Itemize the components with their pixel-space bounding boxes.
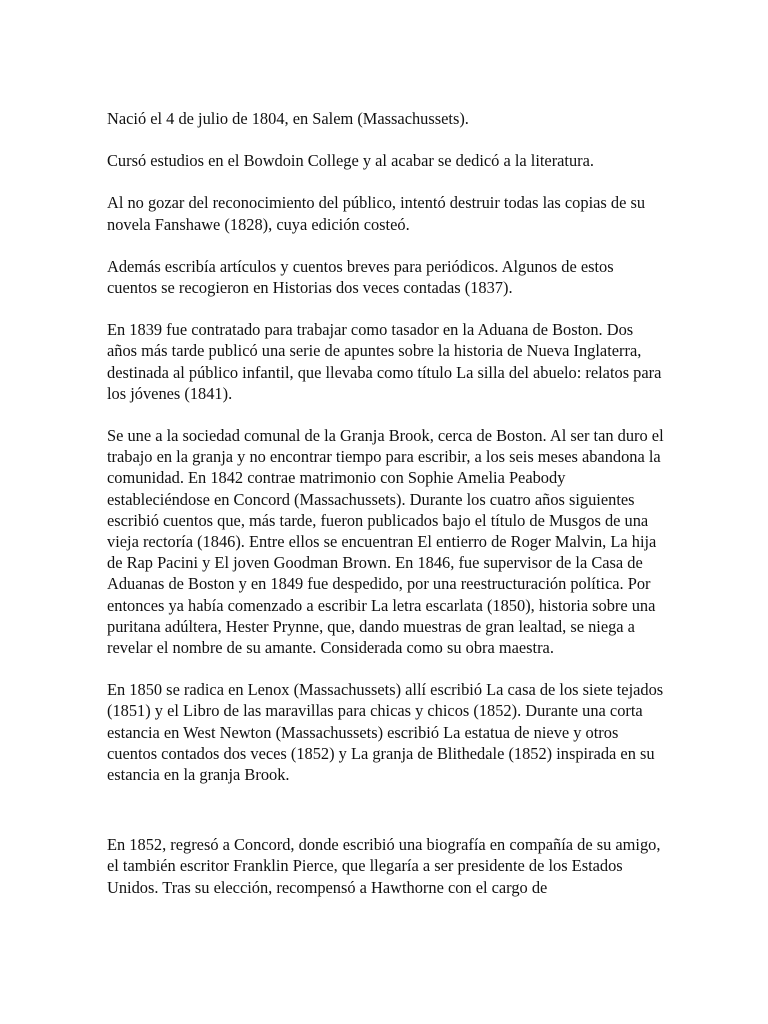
paragraph-lenox: En 1850 se radica en Lenox (Massachussets) allí escribió La casa de los siete tejados (1851) y el Libro de las maravillas para chicas y chicos (1852). Durante una corta estancia en West Newton (Massachussets) escribió La estatua de nieve y otros cuentos contados dos veces (1852) y La granja de Blithedale (1852) inspirada en su estancia en la granja Brook.: [107, 680, 664, 785]
paragraph-studies: Cursó estudios en el Bowdoin College y al acabar se dedicó a la literatura.: [107, 151, 595, 171]
paragraph-concord: En 1852, regresó a Concord, donde escribió una biografía en compañía de su amigo, el también escritor Franklin Pierce, que llegaría a ser presidente de los Estados Unidos. Tras su elección, recompensó a Hawthorne con el cargo de: [107, 835, 661, 897]
paragraph-short-stories: Además escribía artículos y cuentos breves para periódicos. Algunos de estos cuentos se recogieron en Historias dos veces contadas (1837).: [107, 256, 614, 298]
paragraph-customs-boston: En 1839 fue contratado para trabajar como tasador en la Aduana de Boston. Dos años más tarde publicó una serie de apuntes sobre la historia de Nueva Inglaterra, destinada al público infantil, que llevaba como título La silla del abuelo: relatos para los jóvenes (1841).: [107, 320, 662, 403]
paragraph-birth: Nació el 4 de julio de 1804, en Salem (Massachussets).: [107, 109, 469, 128]
document-body: [107, 108, 667, 919]
paragraph-fanshawe: Al no gozar del reconocimiento del público, intentó destruir todas las copias de su novela Fanshawe (1828), cuya edición costeó.: [107, 193, 646, 234]
paragraph-brook-farm: Se une a la sociedad comunal de la Granja Brook, cerca de Boston. Al ser tan duro el trabajo en la granja y no encontrar tiempo para escribir, a los seis meses abandona la comunidad. En 1842 contrae matrimonio con Sophie Amelia Peabody estableciéndose en Concord (Massachussets). Durante los cuatro años siguientes escribió cuentos que, más tarde, fueron publicados bajo el título de Musgos de una vieja rectoría (1846). Entre ellos se encuentran El entierro de Roger Malvin, La hija de Rap Pacini y El joven Goodman Brown. En 1846, fue supervisor de la Casa de Aduanas de Boston y en 1849 fue despedido, por una reestructuración política. Por entonces ya había comenzado a escribir La letra escarlata (1850), historia sobre una puritana adúltera, Hester Prynne, que, dando muestras de gran lealtad, se niega a revelar el nombre de su amante. Considerada como su obra maestra.: [107, 426, 664, 658]
